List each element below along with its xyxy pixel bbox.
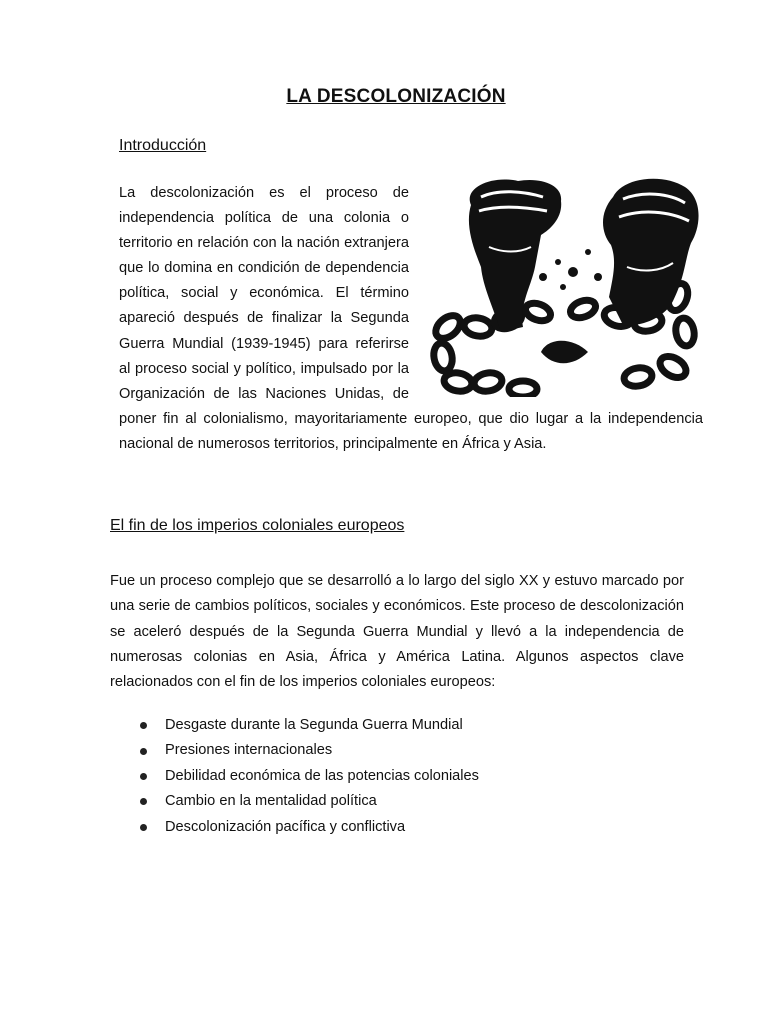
list-item-label: Desgaste durante la Segunda Guerra Mundial [165, 717, 463, 733]
list-item-label: Presiones internacionales [165, 742, 333, 759]
list-item [140, 738, 479, 763]
list-item-label: Cambio en la mentalidad política [165, 793, 377, 810]
bullet-icon [140, 748, 147, 755]
list-item [140, 789, 479, 814]
list-item [140, 713, 479, 738]
bullet-list [140, 713, 479, 840]
list-item [140, 815, 479, 840]
bullet-icon [140, 798, 147, 805]
list-item [140, 764, 479, 789]
bullet-icon [140, 722, 147, 729]
document-title: LA DESCOLONIZACIÓN [286, 86, 506, 107]
intro-heading: Introducción [119, 137, 207, 154]
section-heading: El fin de los imperios coloniales europeos [110, 517, 405, 534]
list-item-label: Debilidad económica de las potencias coloniales [165, 767, 479, 784]
list-item-label: Descolonización pacífica y conflictiva [165, 818, 406, 835]
bullet-icon [140, 824, 147, 831]
bullet-icon [140, 773, 147, 780]
broken-chains-fists-image [423, 177, 703, 397]
intro-paragraph [119, 181, 703, 457]
intro-text: La descolonización es el proceso de independencia política de una colonia o territorio en relación con la nación extranjera que lo domina en condición de dependencia política, social y económica. El término apareció después de finalizar la Segunda Guerra Mundial (1939-1945) para referirse al proceso social y político, impulsado por la Organización de las Naciones Unidas, de poner fin al colonialismo, mayoritariamente europeo, que dio lugar a la independencia nacional de numerosos territorios, principalmente en África y Asia. [119, 185, 703, 452]
section-paragraph: Fue un proceso complejo que se desarrolló a lo largo del siglo XX y estuvo marcado por una serie de cambios políticos, sociales y económicos. Este proceso de descolonización se aceleró después de la Segunda Guerra Mundial y llevó a la independencia de numerosas colonias en Asia, África y América Latina. Algunos aspectos clave relacionados con el fin de los imperios coloniales europeos: [110, 573, 684, 691]
